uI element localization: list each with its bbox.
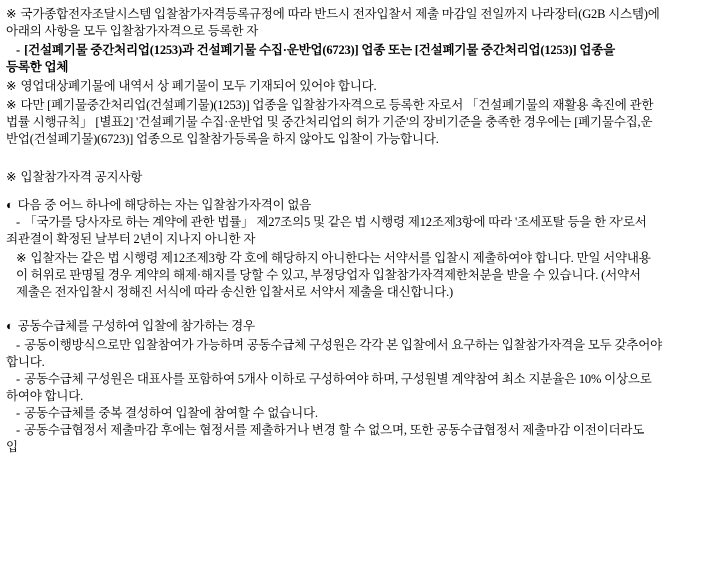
paragraph-pledge-note [6, 250, 710, 301]
dash-marker-icon: - [16, 215, 21, 229]
paragraph-intro [6, 6, 710, 40]
text-line-content: 등록한 업체 [6, 60, 69, 74]
text-line-content: 다음 중 어느 하나에 해당하는 자는 입찰참가자격이 없음 [17, 198, 312, 212]
text-line [6, 337, 710, 354]
text-line-content: 하여야 합니다. [6, 389, 84, 403]
text-line-content: 공동수급협정서 제출마감 후에는 협정서를 제출하거나 변경 할 수 없으며, 또한 공동수급협정서 제출마감 이전이더라도 [24, 423, 645, 437]
text-line-content: 반업(건설폐기물)(6723)] 업종으로 입찰참가등록을 하지 않아도 입찰이 가능합니다. [6, 132, 439, 146]
text-line-content: 합니다. [6, 355, 45, 369]
dash-marker-icon: - [16, 406, 21, 420]
text-line [6, 6, 710, 23]
text-line [6, 422, 710, 439]
paragraph-waste-list-note [6, 78, 710, 95]
text-line-content: 입찰참가자격 공지사항 [20, 170, 143, 184]
text-line-content: 영업대상폐기물에 내역서 상 폐기물이 모두 기재되어 있어야 합니다. [20, 79, 377, 93]
text-line-content: 공동수급체를 중복 결성하여 입찰에 참여할 수 없습니다. [24, 406, 318, 420]
text-line-content: [건설폐기물 중간처리업(1253)과 건설폐기물 수집·운반업(6723)] 업종 또는 [건설폐기물 중간처리업(1253)] 업종을 [24, 43, 616, 57]
text-line [6, 371, 710, 388]
heading-qualification-notice [6, 169, 710, 186]
section-spacer [6, 188, 710, 197]
text-line-content: 「국가를 당사자로 하는 계약에 관한 법률」 제27조의5 및 같은 법 시행령 제12조제3항에 따라 '조세포탈 등을 한 자'로서 [24, 215, 647, 229]
section-spacer [6, 150, 710, 169]
text-line-content: 법률 시행규칙」 [별표2] '건설폐기물 수집·운반업 및 중간처리업의 허가 기준'의 장비기준을 충족한 경우에는 [폐기물수집,운 [6, 115, 653, 129]
text-line [6, 318, 710, 335]
text-line-content: 제출은 전자입찰시 정해진 서식에 따라 송신한 입찰서로 서약서 제출을 대신합니다.) [16, 285, 453, 299]
text-line [6, 405, 710, 422]
text-line [6, 42, 710, 59]
text-line [6, 97, 710, 114]
reference-mark-icon: ※ [6, 170, 17, 184]
reference-mark-icon: ※ [6, 98, 17, 112]
paragraph-joint-venture-rules [6, 337, 710, 456]
text-line [6, 78, 710, 95]
text-line-content: 이 허위로 판명될 경우 계약의 해제·해지를 당할 수 있고, 부정당업자 입찰참가자격제한처분을 받을 수 있습니다. (서약서 [16, 268, 641, 282]
text-line-content: 공동이행방식으로만 입찰참여가 가능하며 공동수급체 구성원은 각각 본 입찰에서 요구하는 입찰참가자격을 모두 갖추어야 [24, 338, 662, 352]
reference-mark-icon: ※ [16, 251, 27, 265]
half-circle-bullet-icon: ◐ [6, 198, 14, 212]
dash-marker-icon: - [16, 338, 21, 352]
text-line [6, 214, 710, 231]
text-line [6, 169, 710, 186]
paragraph-license-requirement [6, 42, 710, 76]
text-line-content: 다만 [폐기물중간처리업(건설폐기물)(1253)] 업종을 입찰참가자격으로 등록한 자로서 「건설폐기물의 재활용 촉진에 관한 [20, 98, 654, 112]
text-line-content: 공동수급체를 구성하여 입찰에 참가하는 경우 [17, 319, 255, 333]
paragraph-exception-note [6, 97, 710, 148]
text-line-content: 죄관결이 확정된 날부터 2년이 지나지 아니한 자 [6, 232, 256, 246]
text-line [6, 197, 710, 214]
half-circle-bullet-icon: ◐ [6, 319, 14, 333]
text-line-content: 공동수급체 구성원은 대표사를 포함하여 5개사 이하로 구성하여야 하며, 구성원별 계약참여 최소 지분율은 10% 이상으로 [24, 372, 652, 386]
text-line-content: 국가종합전자조달시스템 입찰참가자격등록규정에 따라 반드시 전자입찰서 제출 마감일 전일까지 나라장터(G2B 시스템)에 [20, 7, 660, 21]
reference-mark-icon: ※ [6, 7, 17, 21]
dash-marker-icon: - [16, 372, 21, 386]
dash-marker-icon: - [16, 43, 21, 57]
text-line-content: 아래의 사항을 모두 입찰참가자격으로 등록한 자 [6, 24, 259, 38]
text-line-content: 입 [6, 440, 18, 454]
reference-mark-icon: ※ [6, 79, 17, 93]
dash-marker-icon: - [16, 423, 21, 437]
paragraph-disqualification [6, 197, 710, 248]
text-line [6, 250, 710, 267]
section-spacer [6, 303, 710, 318]
text-line-content: 입찰자는 같은 법 시행령 제12조제3항 각 호에 해당하지 아니한다는 서약서를 입찰시 제출하여야 합니다. 만일 서약내용 [30, 251, 651, 265]
heading-joint-venture [6, 318, 710, 335]
